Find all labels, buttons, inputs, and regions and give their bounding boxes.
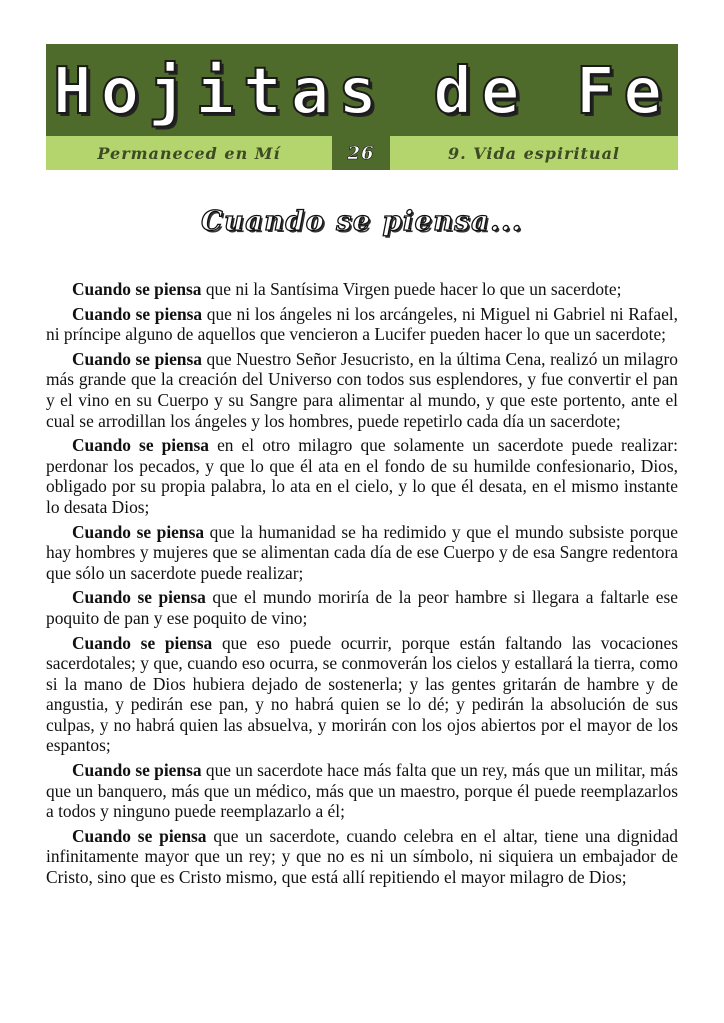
series-label: Permaneced en Mí: [97, 143, 281, 163]
paragraph-text: que eso puede ocurrir, porque están faltando las vocaciones sacerdotales; y que, cuando eso ocurra, se conmoverán los cielos y estallará la tierra, como si la mano de Dios hubiera dejado de sostenerla; y las gentes gritarán de hambre y de angustia, y pedirán ese pan, y no habrá quien se lo dé; y pedirán la absolución de sus culpas, y no habrá quien las absuelva, y morirán con los ojos abiertos por el mayor de los espantos;: [46, 632, 678, 756]
section-left: [46, 136, 332, 170]
paragraph-text: que un sacerdote, cuando celebra en el altar, tiene una dignidad infinitamente mayor que un rey; y que no es ni un símbolo, ni siquiera un embajador de Cristo, sino que es Cristo mismo, que está allí repitiendo el mayor milagro de Dios;: [46, 825, 678, 888]
page-title: Cuando se piensa...: [201, 206, 523, 237]
paragraph: [46, 435, 678, 517]
paragraph-lead: Cuando se piensa: [72, 435, 209, 456]
section-right: [390, 136, 678, 170]
paragraph: [46, 587, 678, 628]
paragraph: [46, 760, 678, 822]
category-label: 9. Vida espiritual: [447, 143, 621, 163]
article-body: [46, 279, 678, 892]
publication-title: Hojitas de Fe: [53, 55, 671, 129]
issue-number-box: [332, 136, 390, 170]
paragraph-text: que Nuestro Señor Jesucristo, en la última Cena, realizó un milagro más grande que la creación del Universo con todos sus esplendores, y fue convertir el pan y el vino en su Cuerpo y su Sangre para alimentar al mundo, y que este portento, ante el cual se arrodillan los ángeles y los hombres, puede repetirlo cada día un sacerdote;: [46, 348, 678, 431]
issue-number: 26: [347, 142, 375, 164]
paragraph: [46, 522, 678, 584]
paragraph: [46, 304, 678, 345]
subtitle-band: [46, 136, 678, 170]
paragraph: [46, 279, 678, 300]
paragraph-text: que la humanidad se ha redimido y que el mundo subsiste porque hay hombres y mujeres que se alimentan cada día de ese Cuerpo y de esa Sangre redentora que sólo un sacerdote puede realizar;: [46, 521, 678, 583]
paragraph: [46, 633, 678, 757]
paragraph-lead: Cuando se piensa: [72, 760, 202, 781]
paragraph-text: que un sacerdote hace más falta que un rey, más que un militar, más que un banquero, más que un médico, más que un maestro, porque él puede reemplazarlos a todos y ninguno puede reemplazarlo a él;: [46, 760, 678, 822]
paragraph-lead: Cuando se piensa: [72, 303, 203, 324]
paragraph-lead: Cuando se piensa: [72, 825, 207, 846]
paragraph-text: que ni los ángeles ni los arcángeles, ni Miguel ni Gabriel ni Rafael, ni príncipe alguno de aquellos que vencieron a Lucifer pueden hacer lo que un sacerdote;: [46, 303, 678, 345]
paragraph-lead: Cuando se piensa: [72, 348, 202, 369]
paragraph-lead: Cuando se piensa: [72, 632, 213, 653]
paragraph: [46, 826, 678, 888]
paragraph-text: que ni la Santísima Virgen puede hacer lo que un sacerdote;: [201, 279, 622, 299]
paragraph-text: en el otro milagro que solamente un sacerdote puede realizar: perdonar los pecados, y que lo que él ata en el fondo de su humilde confesionario, Dios, obligado por su propia palabra, lo ata en el cielo, y lo que él desata, en el mismo instante lo desata Dios;: [46, 435, 678, 517]
paragraph-lead: Cuando se piensa: [72, 521, 205, 542]
paragraph-lead: Cuando se piensa: [72, 587, 206, 608]
title-banner: [46, 44, 678, 136]
page-header: [46, 44, 678, 170]
paragraph-lead: Cuando se piensa: [72, 279, 202, 299]
paragraph-text: que el mundo moriría de la peor hambre si llegara a faltarle ese poquito de pan y ese poquito de vino;: [46, 587, 678, 628]
paragraph: [46, 349, 678, 431]
